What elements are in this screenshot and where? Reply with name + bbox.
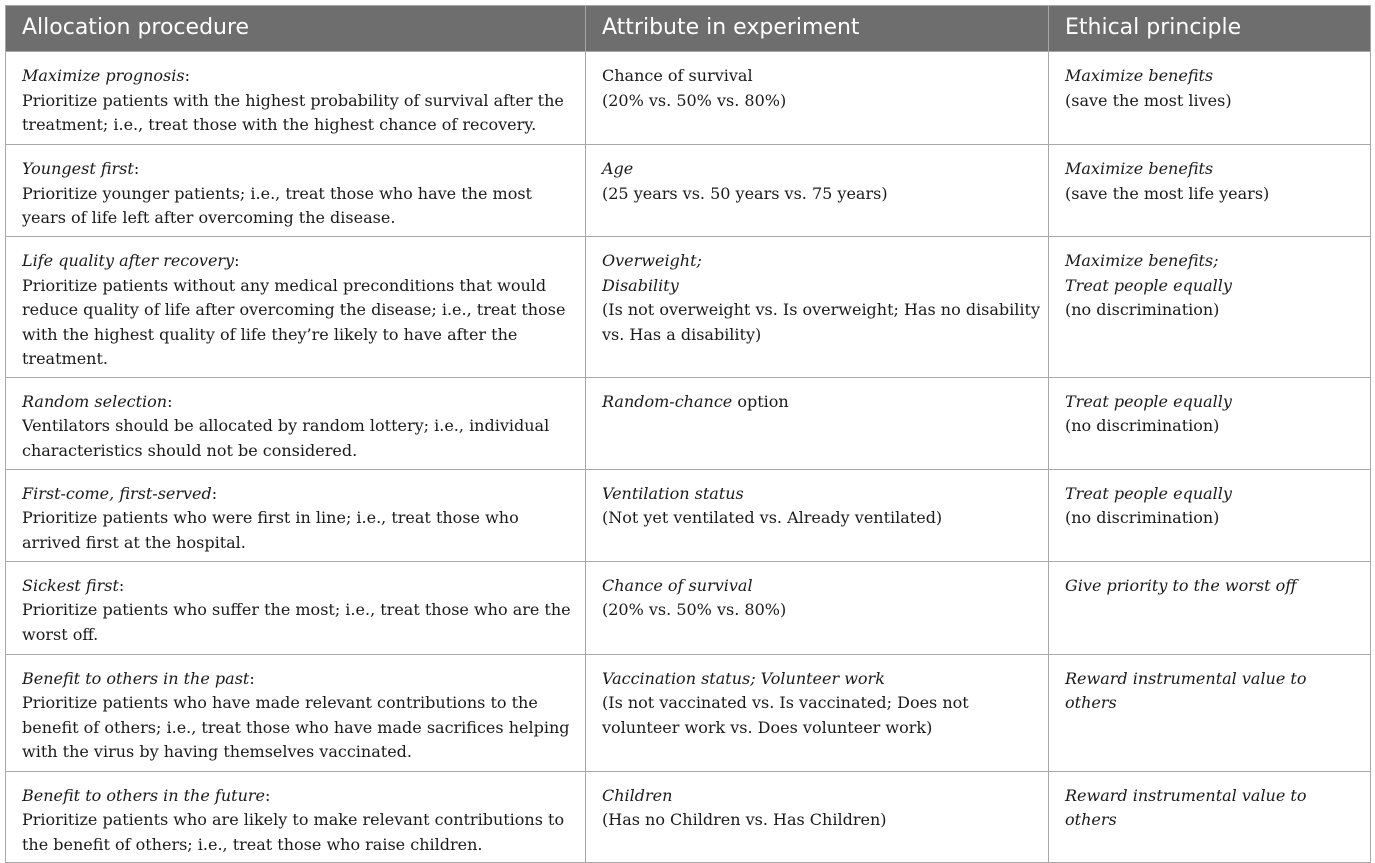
attribute-cell	[586, 145, 1049, 237]
attribute-name: Age	[602, 159, 634, 178]
principle-cell	[1049, 561, 1371, 654]
attribute-values: (Not yet ventilated vs. Already ventilated)	[602, 508, 943, 527]
attribute-cell	[586, 52, 1049, 145]
attribute-name: Children	[602, 785, 673, 805]
table-row	[6, 654, 1371, 771]
table-row	[6, 561, 1371, 654]
attribute-name: Chance of survival	[602, 66, 753, 85]
procedure-title: Life quality after recovery	[22, 251, 235, 270]
procedure-title: First-come, first-served	[22, 483, 212, 503]
principle-cell	[1049, 469, 1371, 561]
procedure-description: Prioritize younger patients; i.e., treat those who have the most years of life left after overcoming the disease.	[22, 183, 532, 227]
procedure-cell: Life quality after recovery: Prioritize patients without any medical preconditions that would reduce quality of life after overcoming the disease; i.e., treat those with the highest quality of life they’re likely to have after the treatment.	[6, 237, 586, 378]
principle-cell	[1049, 377, 1371, 469]
principle-name: Treat people equally	[1065, 483, 1232, 503]
principle-note: (save the most lives)	[1065, 90, 1232, 110]
header-ethical-principle: Ethical principle	[1049, 6, 1371, 52]
procedure-description: Prioritize patients who have made relevant contributions to the benefit of others; i.e., treat those who have made sacrifices helping with the virus by having themselves vaccinated.	[22, 693, 570, 761]
procedure-cell: First-come, first-served: Prioritize patients who were first in line; i.e., treat those who arrived first at the hospital.	[6, 469, 586, 561]
procedure-description: Prioritize patients who suffer the most; i.e., treat those who are the worst off.	[22, 600, 571, 644]
attribute-cell	[586, 377, 1049, 469]
principle-cell	[1049, 145, 1371, 237]
table-row	[6, 237, 1371, 378]
header-allocation-procedure: Allocation procedure	[6, 6, 586, 52]
attribute-name: Chance of survival	[602, 575, 753, 595]
attribute-cell	[586, 654, 1049, 771]
principle-name: Give priority to the worst off	[1065, 575, 1297, 595]
attribute-values: (20% vs. 50% vs. 80%)	[602, 600, 787, 619]
principle-note: (no discrimination)	[1065, 300, 1220, 319]
attribute-name: Ventilation status	[602, 483, 744, 503]
principle-note: (no discrimination)	[1065, 508, 1220, 527]
procedure-cell: Benefit to others in the past: Prioritize patients who have made relevant contributions to the benefit of others; i.e., treat those who have made sacrifices helping with the virus by having themselves vaccinated.	[6, 654, 586, 771]
procedure-description: Prioritize patients who are likely to make relevant contributions to the benefit of others; i.e., treat those who raise children.	[22, 810, 565, 854]
attribute-cell	[586, 469, 1049, 561]
attribute-values: (Has no Children vs. Has Children)	[602, 810, 887, 829]
header-attribute-in-experiment: Attribute in experiment	[586, 6, 1049, 52]
procedure-description: Prioritize patients with the highest probability of survival after the treatment; i.e., treat those with the highest chance of recovery.	[22, 90, 564, 134]
principle-name-secondary: Treat people equally	[1065, 275, 1232, 295]
table-row	[6, 145, 1371, 237]
procedure-title: Sickest first	[22, 575, 119, 595]
principle-name: Treat people equally	[1065, 391, 1232, 411]
header-row	[6, 6, 1371, 52]
attribute-values: (20% vs. 50% vs. 80%)	[602, 90, 787, 110]
procedure-cell: Youngest first: Prioritize younger patients; i.e., treat those who have the most years of life left after overcoming the disease.	[6, 145, 586, 237]
table-row	[6, 469, 1371, 561]
procedure-title: Benefit to others in the future	[22, 785, 265, 805]
procedure-description: Prioritize patients who were first in line; i.e., treat those who arrived first at the hospital.	[22, 508, 519, 552]
attribute-suffix: option	[732, 391, 789, 411]
procedure-cell: Random selection: Ventilators should be allocated by random lottery; i.e., individual characteristics should not be considered.	[6, 377, 586, 469]
principle-note: (no discrimination)	[1065, 416, 1220, 435]
procedure-title: Random selection	[22, 391, 168, 411]
attribute-cell	[586, 237, 1049, 378]
attribute-name: Vaccination status; Volunteer work	[602, 668, 885, 688]
principle-cell	[1049, 52, 1371, 145]
attribute-cell	[586, 771, 1049, 863]
attribute-name: Random-chance	[602, 391, 733, 411]
procedure-description: Ventilators should be allocated by random lottery; i.e., individual characteristics should not be considered.	[22, 416, 550, 460]
procedure-title: Youngest first	[22, 159, 134, 178]
attribute-values: (Is not vaccinated vs. Is vaccinated; Does not volunteer work vs. Does volunteer work)	[602, 693, 969, 737]
principle-name: Maximize benefits;	[1065, 251, 1219, 270]
procedure-title: Maximize prognosis	[22, 66, 185, 85]
allocation-table	[5, 5, 1371, 863]
attribute-cell	[586, 561, 1049, 654]
principle-name: Maximize benefits	[1065, 159, 1214, 178]
procedure-cell: Benefit to others in the future: Prioritize patients who are likely to make relevant contributions to the benefit of others; i.e., treat those who raise children.	[6, 771, 586, 863]
table-row	[6, 377, 1371, 469]
principle-name: Maximize benefits	[1065, 66, 1214, 85]
table-row	[6, 771, 1371, 863]
procedure-title: Benefit to others in the past	[22, 668, 250, 688]
principle-name: Reward instrumental value to others	[1065, 668, 1307, 712]
attribute-values: (Is not overweight vs. Is overweight; Has no disability vs. Has a disability)	[602, 300, 1040, 344]
attribute-name-secondary: Disability	[602, 275, 679, 295]
procedure-description: Prioritize patients without any medical preconditions that would reduce quality of life after overcoming the disease; i.e., treat those with the highest quality of life they’re likely to have after the treatment.	[22, 275, 566, 368]
principle-cell	[1049, 771, 1371, 863]
procedure-cell: Sickest first: Prioritize patients who suffer the most; i.e., treat those who are the worst off.	[6, 561, 586, 654]
table-row	[6, 52, 1371, 145]
principle-note: (save the most life years)	[1065, 183, 1270, 203]
attribute-values: (25 years vs. 50 years vs. 75 years)	[602, 183, 888, 203]
attribute-name: Overweight;	[602, 251, 702, 270]
principle-cell	[1049, 237, 1371, 378]
procedure-cell: Maximize prognosis: Prioritize patients with the highest probability of survival after the treatment; i.e., treat those with the highest chance of recovery.	[6, 52, 586, 145]
principle-name: Reward instrumental value to others	[1065, 785, 1307, 829]
principle-cell	[1049, 654, 1371, 771]
